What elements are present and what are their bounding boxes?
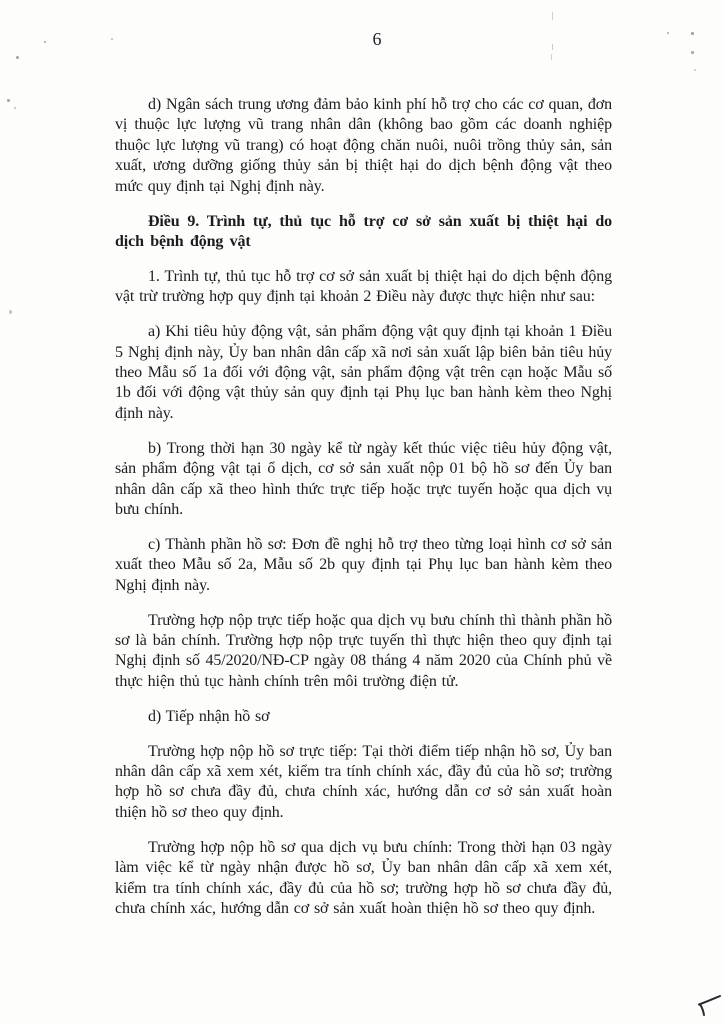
scan-speck — [691, 51, 694, 54]
scan-speck — [694, 69, 696, 71]
scan-speck — [16, 56, 19, 59]
scan-dash-mark — [552, 12, 553, 20]
paragraph-diem-d-tiep-nhan-ho-so: d) Tiếp nhận hồ sơ — [148, 707, 270, 725]
paragraph-truong-hop-nop-truc-tiep: Trường hợp nộp trực tiếp hoặc qua dịch vụ bưu chính thì thành phần hồ sơ là bản chính. Trường hợp nộp trực tuyến thì thực hiện theo quy định tại Nghị định số 45/2020/NĐ-CP ngày 08 tháng 4 năm 2020 của Chính phủ về thực hiện thủ tục hành chính trên môi trường điện tử. — [115, 611, 613, 690]
scan-speck — [44, 41, 46, 43]
scan-speck — [9, 310, 12, 314]
scan-speck — [691, 32, 694, 35]
paragraph-tiep-nhan-truc-tiep: Trường hợp nộp hồ sơ trực tiếp: Tại thời điểm tiếp nhận hồ sơ, Ủy ban nhân dân cấp xã xem xét, kiểm tra tính chính xác, đầy đủ của hồ sơ; trường hợp hồ sơ chưa đầy đủ, chưa chính xác, hướng dẫn cơ sở sản xuất hoàn thiện hồ sơ theo quy định. — [115, 742, 612, 821]
heading-dieu-9: Điều 9. Trình tự, thủ tục hỗ trợ cơ sở sản xuất bị thiệt hại do dịch bệnh động vật — [115, 212, 612, 250]
document-body — [115, 95, 612, 919]
page-number: 6 — [372, 29, 382, 49]
scan-speck — [14, 107, 16, 109]
paragraph-diem-c-thanh-phan-ho-so: c) Thành phần hồ sơ: Đơn đề nghị hỗ trợ theo từng loại hình cơ sở sản xuất theo Mẫu số 2a, Mẫu số 2b quy định tại Phụ lục ban hành kèm theo Nghị định này. — [115, 535, 612, 594]
scan-dash-mark — [551, 54, 552, 60]
paragraph-d-ngan-sach: d) Ngân sách trung ương đảm bảo kinh phí hỗ trợ cho các cơ quan, đơn vị thuộc lực lượng vũ trang nhân dân (không bao gồm các doanh nghiệp thuộc lực lượng vũ trang) có hoạt động chăn nuôi, nuôi trồng thủy sản, sản xuất, ương dưỡng giống thủy sản bị thiệt hại do dịch bệnh động vật theo mức quy định tại Nghị định này. — [115, 96, 612, 195]
scan-speck — [667, 32, 669, 34]
scan-dash-mark — [552, 44, 553, 50]
paragraph-diem-a-tieu-huy: a) Khi tiêu hủy động vật, sản phẩm động vật quy định tại khoản 1 Điều 5 Nghị định này, Ủy ban nhân dân cấp xã nơi sản xuất lập biên bản tiêu hủy theo Mẫu số 1a đối với động vật, sản phẩm động vật trên cạn hoặc Mẫu số 1b đối với động vật thủy sản quy định tại Phụ lục ban hành kèm theo Nghị định này. — [115, 323, 612, 422]
paragraph-khoan-1-trinh-tu: 1. Trình tự, thủ tục hỗ trợ cơ sở sản xuất bị thiệt hại do dịch bệnh động vật trừ trường hợp quy định tại khoản 2 Điều này được thực hiện như sau: — [115, 267, 612, 306]
paragraph-diem-b-thoi-han: b) Trong thời hạn 30 ngày kể từ ngày kết thúc việc tiêu hủy động vật, sản phẩm động vật tại ổ dịch, cơ sở sản xuất nộp 01 bộ hồ sơ đến Ủy ban nhân dân cấp xã theo hình thức trực tiếp hoặc trực tuyến hoặc qua dịch vụ bưu chính. — [115, 439, 612, 518]
scan-speck — [111, 38, 113, 40]
scan-speck — [7, 99, 10, 102]
handwritten-check-mark-icon — [694, 993, 722, 1019]
paragraph-tiep-nhan-buu-chinh: Trường hợp nộp hồ sơ qua dịch vụ bưu chính: Trong thời hạn 03 ngày làm việc kể từ ngày nhận được hồ sơ, Ủy ban nhân dân cấp xã xem xét, kiểm tra tính chính xác, đầy đủ của hồ sơ; trường hợp hồ sơ chưa đầy đủ, chưa chính xác, hướng dẫn cơ sở sản xuất hoàn thiện hồ sơ theo quy định. — [115, 838, 612, 917]
